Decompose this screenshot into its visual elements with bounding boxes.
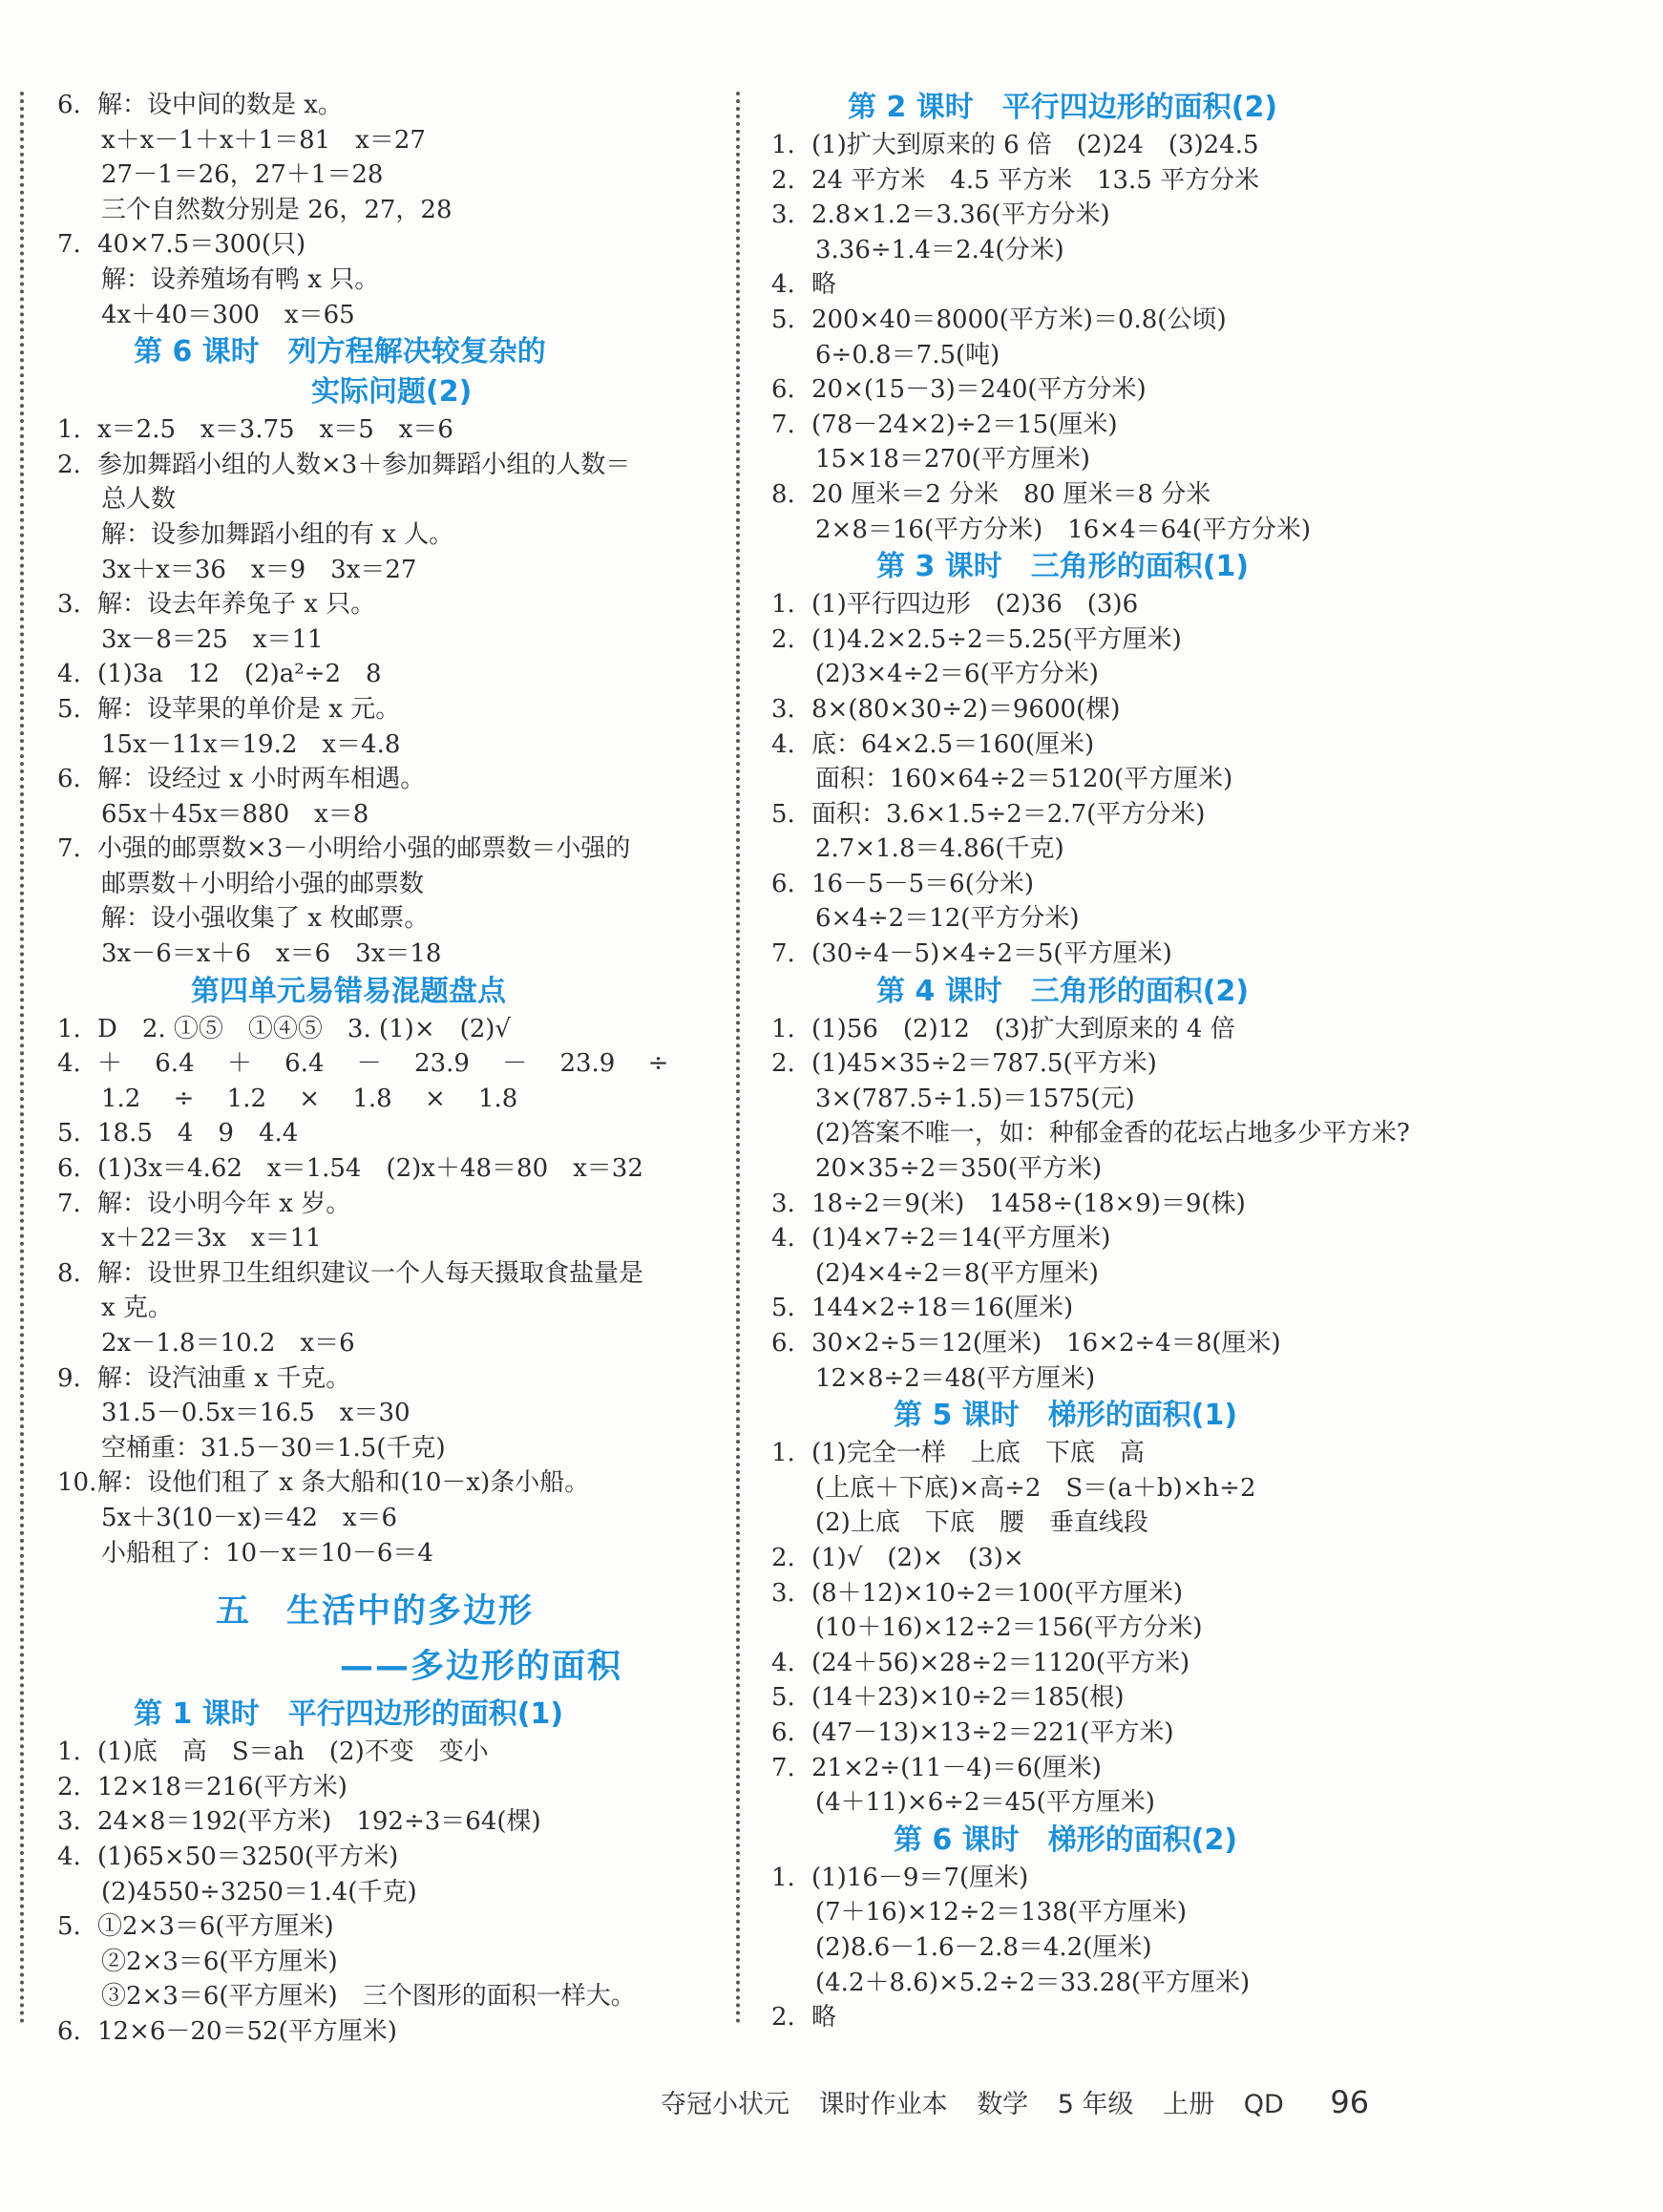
question-number: 5. <box>771 799 795 829</box>
lesson-heading: 第 6 课时 梯形的面积(2) <box>894 1822 1238 1857</box>
answer-text: D 2. ①⑤ ①④⑤ 3. (1)× (2)√ <box>97 1014 511 1043</box>
answer-line <box>771 622 1459 658</box>
answer-continuation-line: 解：设参加舞蹈小组的有 x 人。 <box>101 519 454 549</box>
answer-line <box>771 1680 1459 1716</box>
page-number: 96 <box>1330 2084 1370 2120</box>
answer-line <box>57 1116 706 1151</box>
question-number: 4. <box>57 1049 81 1079</box>
answer-text: (1)56 (2)12 (3)扩大到原来的 4 倍 <box>811 1014 1235 1043</box>
answer-continuation-line: 解：设养殖场有鸭 x 只。 <box>101 264 380 294</box>
answer-continuation-line: 31.5－0.5x＝16.5 x＝30 <box>101 1399 410 1428</box>
answer-continuation-line: (10＋16)×12÷2＝156(平方分米) <box>815 1613 1203 1643</box>
answer-line <box>771 1046 1459 1082</box>
answer-continuation-line: 3×(787.5÷1.5)＝1575(元) <box>815 1084 1135 1113</box>
answer-line <box>57 1012 706 1047</box>
answer-text: ＋ 6.4 ＋ 6.4 － 23.9 － 23.9 ÷ <box>97 1049 669 1079</box>
answer-line <box>771 1861 1459 1896</box>
footer-subject: 数学 <box>977 2090 1029 2119</box>
answer-continuation-line: x＋x－1＋x＋1＝81 x＝27 <box>101 125 426 155</box>
answer-text: 小强的邮票数×3－小明给小强的邮票数＝小强的 <box>97 834 631 864</box>
answer-line <box>771 1187 1459 1222</box>
answer-text: 解：设苹果的单价是 x 元。 <box>97 694 401 724</box>
answer-continuation-line: 3x－8＝25 x＝11 <box>101 624 324 654</box>
answer-line <box>57 1361 706 1397</box>
answer-continuation-line: (2)8.6－1.6－2.8＝4.2(厘米) <box>815 1932 1152 1962</box>
answer-text: 40×7.5＝300(只) <box>97 230 306 260</box>
answer-line <box>771 587 1459 622</box>
question-number: 8. <box>57 1258 81 1288</box>
question-number: 3. <box>57 1807 81 1837</box>
answer-continuation-line: 4x＋40＝300 x＝65 <box>101 300 355 329</box>
question-number: 9. <box>57 1363 81 1393</box>
answer-continuation-line: 27－1＝26，27＋1＝28 <box>101 160 384 190</box>
answer-line <box>57 1046 706 1082</box>
question-number: 4. <box>771 1224 795 1253</box>
answer-line <box>771 1012 1459 1047</box>
answer-line <box>771 372 1459 408</box>
question-number: 5. <box>771 1683 795 1713</box>
left-answer-column <box>57 88 706 2050</box>
question-number: 3. <box>771 1578 795 1608</box>
answer-continuation-line: (2)上底 下底 腰 垂直线段 <box>815 1508 1148 1538</box>
answer-line <box>771 303 1459 338</box>
answer-text: (8＋12)×10÷2＝100(平方厘米) <box>811 1578 1184 1608</box>
answer-line <box>771 797 1459 832</box>
answer-text: (1)65×50＝3250(平方米) <box>97 1842 399 1871</box>
answer-text: 解：设他们租了 x 条大船和(10－x)条小船。 <box>97 1468 590 1498</box>
question-number: 6. <box>57 765 81 794</box>
question-number: 3. <box>57 590 81 620</box>
answer-text: (1)√ (2)× (3)× <box>811 1543 1024 1572</box>
middle-dotted-column-divider <box>736 92 740 2025</box>
question-number: 7. <box>57 1189 81 1218</box>
answer-line <box>771 163 1459 199</box>
question-number: 2. <box>57 450 81 479</box>
answer-continuation-line: (2)3×4÷2＝6(平方分米) <box>815 660 1099 689</box>
answer-text: (1)4×7÷2＝14(平方厘米) <box>811 1224 1111 1253</box>
footer-volume: 上册 <box>1163 2090 1215 2119</box>
question-number: 6. <box>771 1329 795 1358</box>
question-number: 5. <box>57 1912 81 1942</box>
answer-line <box>57 692 706 727</box>
question-number: 5. <box>57 1119 81 1148</box>
unit-heading: ——多边形的面积 <box>340 1648 623 1687</box>
answer-text: (47－13)×13÷2＝221(平方米) <box>811 1717 1174 1747</box>
answer-text: (1)完全一样 上底 下底 高 <box>811 1439 1145 1468</box>
answer-line <box>771 1291 1459 1326</box>
footer-edition: QD <box>1243 2090 1284 2119</box>
answer-continuation-line: x 克。 <box>101 1294 173 1323</box>
answer-text: 200×40＝8000(平方米)＝0.8(公顷) <box>811 305 1227 334</box>
answer-continuation-line: 20×35÷2＝350(平方米) <box>815 1154 1103 1184</box>
answer-text: 12×18＝216(平方米) <box>97 1772 347 1801</box>
answer-line <box>771 128 1459 163</box>
question-number: 6. <box>57 1154 81 1184</box>
unit-heading: 五 生活中的多边形 <box>216 1592 535 1632</box>
answer-line <box>57 1151 706 1187</box>
lesson-heading: 第 1 课时 平行四边形的面积(1) <box>134 1697 564 1732</box>
answer-continuation-line: 65x＋45x＝880 x＝8 <box>101 799 369 829</box>
answer-line <box>771 1221 1459 1256</box>
answer-continuation-line: 12×8÷2＝48(平方厘米) <box>815 1363 1096 1393</box>
footer-book-title: 夺冠小状元 <box>661 2090 789 2119</box>
answer-line <box>771 937 1459 972</box>
lesson-heading: 第 6 课时 列方程解决较复杂的 <box>134 335 546 369</box>
answer-text: 20×(15－3)＝240(平方分米) <box>811 375 1147 405</box>
answer-text: (1)16－9＝7(厘米) <box>811 1863 1029 1892</box>
answer-text: 略 <box>811 270 837 300</box>
question-number: 1. <box>771 131 795 159</box>
answer-line <box>771 1646 1459 1681</box>
answer-continuation-line: 2×8＝16(平方分米) 16×4＝64(平方分米) <box>815 515 1312 544</box>
answer-line <box>57 88 706 123</box>
answer-continuation-line: 总人数 <box>101 485 177 515</box>
answer-text: 解：设去年养兔子 x 只。 <box>97 590 376 620</box>
answer-continuation-line: 2x－1.8＝10.2 x＝6 <box>101 1329 355 1358</box>
question-number: 6. <box>57 2016 81 2046</box>
question-number: 2. <box>771 624 795 654</box>
answer-line <box>57 1909 706 1945</box>
answer-line <box>771 1541 1459 1576</box>
footer-series: 课时作业本 <box>818 2090 948 2119</box>
lesson-heading: 第 2 课时 平行四边形的面积(2) <box>848 91 1278 124</box>
question-number: 4. <box>57 1842 81 1871</box>
answer-text: (24＋56)×28÷2＝1120(平方米) <box>811 1648 1190 1677</box>
question-number: 10. <box>57 1468 97 1498</box>
question-number: 2. <box>771 1543 795 1572</box>
answer-line <box>771 1751 1459 1786</box>
answer-text: (14＋23)×10÷2＝185(根) <box>811 1683 1125 1713</box>
answer-text: 16－5－5＝6(分米) <box>811 869 1034 898</box>
answer-line <box>57 1770 706 1805</box>
answer-continuation-line: 小船租了：10－x＝10－6＝4 <box>101 1538 433 1568</box>
question-number: 3. <box>771 1189 795 1218</box>
answer-text: 解：设汽油重 x 千克。 <box>97 1363 351 1393</box>
question-number: 8. <box>771 479 795 509</box>
answer-line <box>57 1465 706 1501</box>
answer-continuation-line: 3x＋x＝36 x＝9 3x＝27 <box>101 555 417 584</box>
answer-line <box>771 477 1459 513</box>
answer-text: 30×2÷5＝12(厘米) 16×2÷4＝8(厘米) <box>811 1329 1281 1358</box>
answer-text: (1)底 高 S＝ah (2)不变 变小 <box>97 1738 489 1767</box>
answer-text: 参加舞蹈小组的人数×3＋参加舞蹈小组的人数＝ <box>97 450 631 479</box>
left-dotted-binding-line <box>20 92 24 2025</box>
question-number: 6. <box>771 375 795 405</box>
answer-text: 解：设中间的数是 x。 <box>97 91 343 119</box>
lesson-heading: 实际问题(2) <box>311 375 473 410</box>
answer-continuation-line: ②2×3＝6(平方厘米) <box>101 1947 338 1976</box>
question-number: 6. <box>57 91 81 119</box>
answer-text: 面积：3.6×1.5÷2＝2.7(平方分米) <box>811 799 1206 829</box>
answer-line <box>771 1326 1459 1361</box>
answer-continuation-line: 15x－11x＝19.2 x＝4.8 <box>101 729 401 759</box>
answer-text: (30÷4－5)×4÷2＝5(平方厘米) <box>811 939 1172 969</box>
answer-continuation-line: 面积：160×64÷2＝5120(平方厘米) <box>815 765 1233 794</box>
right-answer-column <box>771 88 1459 2035</box>
answer-line <box>771 867 1459 902</box>
answer-line <box>57 832 706 867</box>
answer-text: 144×2÷18＝16(厘米) <box>811 1294 1074 1323</box>
answer-text: (1)3x＝4.62 x＝1.54 (2)x＋48＝80 x＝32 <box>97 1154 643 1184</box>
answer-text: 2.8×1.2＝3.36(平方分米) <box>811 200 1110 230</box>
question-number: 2. <box>771 1049 795 1079</box>
question-number: 5. <box>57 694 81 724</box>
question-number: 1. <box>771 1439 795 1468</box>
answer-text: 20 厘米＝2 分米 80 厘米＝8 分米 <box>811 479 1211 509</box>
answer-line <box>771 408 1459 443</box>
answer-text: 24×8＝192(平方米) 192÷3＝64(棵) <box>97 1807 541 1837</box>
answer-text: (1)4.2×2.5÷2＝5.25(平方厘米) <box>811 624 1182 654</box>
answer-continuation-line: 三个自然数分别是 26，27，28 <box>101 195 453 224</box>
question-number: 3. <box>771 200 795 230</box>
answer-line <box>57 1804 706 1840</box>
answer-continuation-line: 6×4÷2＝12(平方分米) <box>815 904 1080 934</box>
question-number: 2. <box>771 2003 795 2033</box>
answer-text: (1)平行四边形 (2)36 (3)6 <box>811 590 1139 620</box>
answer-line <box>57 762 706 797</box>
answer-text: 24 平方米 4.5 平方米 13.5 平方分米 <box>811 165 1260 195</box>
question-number: 5. <box>771 305 795 334</box>
lesson-heading: 第 5 课时 梯形的面积(1) <box>894 1399 1238 1433</box>
answer-text: (1)3a 12 (2)a²÷2 8 <box>97 660 382 689</box>
question-number: 1. <box>57 1738 81 1767</box>
answer-text: (1)45×35÷2＝787.5(平方米) <box>811 1049 1157 1079</box>
answer-text: (78－24×2)÷2＝15(厘米) <box>811 410 1118 439</box>
question-number: 7. <box>57 834 81 864</box>
answer-text: ①2×3＝6(平方厘米) <box>97 1912 334 1942</box>
question-number: 1. <box>771 1014 795 1043</box>
answer-continuation-line: 5x＋3(10－x)＝42 x＝6 <box>101 1503 398 1532</box>
answer-line <box>57 1735 706 1770</box>
question-number: 7. <box>771 939 795 969</box>
question-number: 4. <box>771 729 795 759</box>
answer-line <box>771 2000 1459 2035</box>
answer-line <box>57 587 706 622</box>
answer-line <box>771 692 1459 727</box>
answer-text: 解：设经过 x 小时两车相遇。 <box>97 765 426 794</box>
question-number: 1. <box>771 590 795 620</box>
question-number: 7. <box>771 1753 795 1782</box>
answer-text: 12×6－20＝52(平方厘米) <box>97 2016 397 2046</box>
question-number: 4. <box>57 660 81 689</box>
question-number: 4. <box>771 1648 795 1677</box>
answer-line <box>57 1256 706 1292</box>
answer-continuation-line: (2)4550÷3250＝1.4(千克) <box>101 1877 417 1907</box>
answer-continuation-line: 解：设小强收集了 x 枚邮票。 <box>101 904 430 934</box>
answer-line <box>771 727 1459 763</box>
answer-line <box>57 657 706 692</box>
question-number: 2. <box>57 1772 81 1801</box>
question-number: 1. <box>57 415 81 445</box>
question-number: 5. <box>771 1294 795 1323</box>
question-number: 1. <box>771 1863 795 1892</box>
answer-line <box>771 267 1459 303</box>
answer-continuation-line: 15×18＝270(平方厘米) <box>815 445 1090 474</box>
answer-continuation-line: (4＋11)×6÷2＝45(平方厘米) <box>815 1788 1155 1818</box>
question-number: 6. <box>771 1717 795 1747</box>
answer-line <box>771 1716 1459 1751</box>
page-footer <box>661 2083 1390 2120</box>
answer-text: x＝2.5 x＝3.75 x＝5 x＝6 <box>97 415 453 445</box>
answer-line <box>57 2014 706 2050</box>
answer-continuation-line: 空桶重：31.5－30＝1.5(千克) <box>101 1433 446 1463</box>
answer-text: 8×(80×30÷2)＝9600(棵) <box>811 694 1121 724</box>
answer-continuation-line: (2)答案不唯一，如：种郁金香的花坛占地多少平方米? <box>815 1119 1410 1148</box>
question-number: 7. <box>771 410 795 439</box>
answer-continuation-line: ③2×3＝6(平方厘米) 三个图形的面积一样大。 <box>101 1982 636 2012</box>
lesson-heading: 第 4 课时 三角形的面积(2) <box>876 974 1250 1008</box>
answer-text: 略 <box>811 2003 837 2033</box>
question-number: 3. <box>771 694 795 724</box>
answer-line <box>771 1576 1459 1612</box>
question-number: 7. <box>57 230 81 260</box>
question-number: 6. <box>771 869 795 898</box>
answer-continuation-line: (上底＋下底)×高÷2 S＝(a＋b)×h÷2 <box>815 1473 1256 1503</box>
answer-text: 21×2÷(11－4)＝6(厘米) <box>811 1753 1102 1782</box>
answer-continuation-line: 1.2 ÷ 1.2 × 1.8 × 1.8 <box>101 1084 518 1113</box>
answer-continuation-line: 邮票数＋小明给小强的邮票数 <box>101 869 425 898</box>
question-number: 2. <box>771 165 795 195</box>
answer-line <box>57 1187 706 1222</box>
answer-text: 底：64×2.5＝160(厘米) <box>811 729 1095 759</box>
answer-line <box>57 412 706 448</box>
footer-grade: 5 年级 <box>1057 2090 1134 2119</box>
answer-line <box>57 448 706 483</box>
answer-text: 解：设世界卫生组织建议一个人每天摄取食盐量是 <box>97 1258 644 1288</box>
answer-continuation-line: (2)4×4÷2＝8(平方厘米) <box>815 1258 1099 1288</box>
question-number: 4. <box>771 270 795 300</box>
answer-continuation-line: 2.7×1.8＝4.86(千克) <box>815 834 1064 864</box>
answer-line <box>771 1436 1459 1471</box>
lesson-heading: 第四单元易错易混题盘点 <box>191 974 506 1008</box>
lesson-heading: 第 3 课时 三角形的面积(1) <box>876 550 1250 584</box>
answer-line <box>57 1840 706 1875</box>
question-number: 1. <box>57 1014 81 1043</box>
answer-continuation-line: x＋22＝3x x＝11 <box>101 1224 322 1253</box>
answer-text: (1)扩大到原来的 6 倍 (2)24 (3)24.5 <box>811 131 1259 159</box>
answer-line <box>57 227 706 263</box>
answer-text: 18.5 4 9 4.4 <box>97 1119 299 1148</box>
answer-continuation-line: 3.36÷1.4＝2.4(分米) <box>815 235 1064 264</box>
answer-continuation-line: 6÷0.8＝7.5(吨) <box>815 340 1000 369</box>
answer-continuation-line: 3x－6＝x＋6 x＝6 3x＝18 <box>101 939 442 969</box>
answer-text: 解：设小明今年 x 岁。 <box>97 1189 351 1218</box>
answer-continuation-line: (7＋16)×12÷2＝138(平方厘米) <box>815 1898 1188 1928</box>
answer-text: 18÷2＝9(米) 1458÷(18×9)＝9(株) <box>811 1189 1246 1218</box>
answer-line <box>771 198 1459 233</box>
answer-continuation-line: (4.2＋8.6)×5.2÷2＝33.28(平方厘米) <box>815 1968 1251 1997</box>
